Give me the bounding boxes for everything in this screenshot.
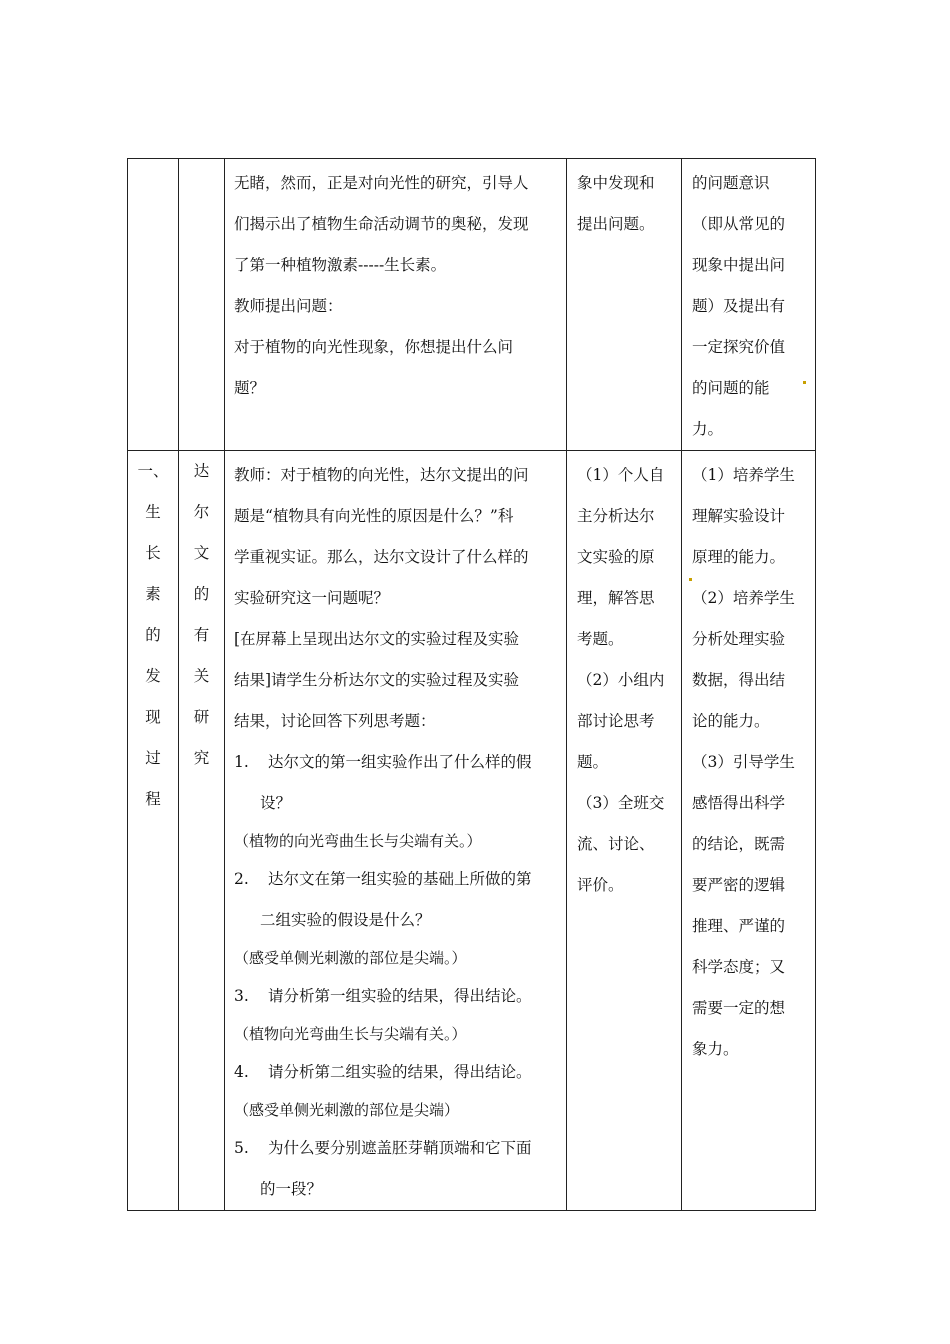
- intro-line: 结果，讨论回答下列思考题：: [234, 712, 436, 730]
- subsection-cell: [179, 159, 225, 451]
- table-row: [128, 159, 816, 451]
- intro-line: [在屏幕上呈现出达尔文的实验过程及实验: [234, 630, 520, 648]
- student-line: 评价。: [577, 876, 624, 894]
- student-line: 部讨论思考: [577, 712, 655, 730]
- student-activity-cell: [567, 159, 682, 451]
- subsection-char: 的: [193, 585, 210, 603]
- student-line: 考题。: [577, 630, 624, 648]
- intent-line: 理解实验设计: [692, 507, 786, 525]
- question-text: 请分析第一组实验的结果，得出结论。: [268, 987, 532, 1005]
- content-line: 教师提出问题：: [234, 297, 343, 315]
- student-activity-cell: [567, 451, 682, 1211]
- question-number: 1.: [234, 753, 249, 771]
- intent-line: （2）培养学生: [692, 589, 795, 607]
- design-intent-cell: [682, 159, 816, 451]
- section-char: 长: [145, 544, 161, 562]
- subsection-char: 尔: [193, 503, 210, 521]
- section-char: 程: [145, 790, 161, 808]
- section-char: 过: [145, 749, 161, 767]
- student-line: 文实验的原: [577, 548, 655, 566]
- subsection-char: 有: [193, 626, 210, 644]
- section-char: 生: [145, 503, 161, 521]
- intro-line: 学重视实证。那么，达尔文设计了什么样的: [234, 548, 529, 566]
- lesson-plan-table: [127, 158, 816, 1211]
- highlight-mark: [689, 578, 692, 581]
- section-char: 一、: [137, 462, 169, 480]
- question-item: [234, 976, 559, 1017]
- subsection-char: 关: [193, 667, 210, 685]
- student-line: 主分析达尔: [577, 507, 655, 525]
- content-line: 题？: [234, 379, 266, 397]
- student-line: （3）全班交: [577, 794, 665, 812]
- intent-line: 数据，得出结: [692, 671, 786, 689]
- question-item: [234, 859, 559, 900]
- intent-line: 分析处理实验: [692, 630, 786, 648]
- intent-line: 题）及提出有: [692, 297, 786, 315]
- question-number: 4.: [234, 1063, 249, 1081]
- section-char: 发: [145, 667, 161, 685]
- answer-line: （植物向光弯曲生长与尖端有关。）: [234, 1025, 467, 1043]
- student-line: （2）小组内: [577, 671, 665, 689]
- question-continuation: 的一段？: [260, 1180, 323, 1198]
- question-item: [234, 1052, 559, 1093]
- intent-line: 原理的能力。: [692, 548, 786, 566]
- student-line: 理，解答思: [577, 589, 655, 607]
- subsection-char: 研: [193, 708, 210, 726]
- question-text: 达尔文在第一组实验的基础上所做的第: [268, 870, 532, 888]
- question-continuation: 二组实验的假设是什么？: [260, 911, 431, 929]
- intent-line: （1）培养学生: [692, 466, 795, 484]
- intent-line: 的问题意识: [692, 174, 770, 192]
- answer-line: （植物的向光弯曲生长与尖端有关。）: [234, 832, 482, 850]
- intent-line: 一定探究价值: [692, 338, 786, 356]
- intent-line: （即从常见的: [692, 215, 786, 233]
- question-item: [234, 742, 559, 783]
- intro-line: 实验研究这一问题呢？: [234, 589, 390, 607]
- question-text: 请分析第二组实验的结果，得出结论。: [268, 1063, 532, 1081]
- intent-line: 现象中提出问: [692, 256, 786, 274]
- content-line: 无睹，然而，正是对向光性的研究，引导人: [234, 174, 529, 192]
- question-number: 5.: [234, 1139, 249, 1157]
- intent-line: 推理、严谨的: [692, 917, 786, 935]
- intent-line: 要严密的逻辑: [692, 876, 786, 894]
- question-item: [234, 1128, 559, 1169]
- intent-line: （3）引导学生: [692, 753, 795, 771]
- section-char: 素: [145, 585, 161, 603]
- content-line: 了第一种植物激素-----生长素。: [234, 256, 447, 274]
- intro-line: 教师：对于植物的向光性，达尔文提出的问: [234, 466, 529, 484]
- student-line: 提出问题。: [577, 215, 655, 233]
- intent-line: 感悟得出科学: [692, 794, 786, 812]
- design-intent-cell: [682, 451, 816, 1211]
- table-row: [128, 451, 816, 1211]
- subsection-char: 究: [193, 749, 210, 767]
- subsection-char: 达: [193, 462, 210, 480]
- teaching-content-cell: [225, 159, 567, 451]
- intro-line: 结果]请学生分析达尔文的实验过程及实验: [234, 671, 520, 689]
- student-line: 题。: [577, 753, 609, 771]
- question-number: 3.: [234, 987, 249, 1005]
- question-text: 达尔文的第一组实验作出了什么样的假: [268, 753, 532, 771]
- teaching-content-cell: [225, 451, 567, 1211]
- intent-line: 力。: [692, 420, 724, 438]
- question-number: 2.: [234, 870, 249, 888]
- content-line: 对于植物的向光性现象，你想提出什么问: [234, 338, 514, 356]
- intent-line: 的问题的能: [692, 379, 770, 397]
- answer-line: （感受单侧光刺激的部位是尖端）: [234, 1101, 460, 1119]
- content-line: 们揭示出了植物生命活动调节的奥秘，发现: [234, 215, 529, 233]
- intent-line: 论的能力。: [692, 712, 770, 730]
- answer-line: （感受单侧光刺激的部位是尖端。）: [234, 949, 467, 967]
- intro-line: 题是“植物具有向光性的原因是什么？”科: [234, 507, 514, 525]
- intent-line: 需要一定的想: [692, 999, 786, 1017]
- subsection-title-cell: [179, 451, 225, 1211]
- student-line: 象中发现和: [577, 174, 655, 192]
- intent-line: 科学态度；又: [692, 958, 786, 976]
- section-cell: [128, 159, 179, 451]
- highlight-mark: [803, 381, 806, 384]
- section-title-cell: [128, 451, 179, 1211]
- section-char: 的: [145, 626, 161, 644]
- intent-line: 象力。: [692, 1040, 739, 1058]
- subsection-char: 文: [193, 544, 210, 562]
- section-char: 现: [145, 708, 161, 726]
- question-continuation: 设？: [260, 794, 292, 812]
- question-text: 为什么要分别遮盖胚芽鞘顶端和它下面: [268, 1139, 532, 1157]
- intent-line: 的结论，既需: [692, 835, 786, 853]
- student-line: 流、讨论、: [577, 835, 655, 853]
- student-line: （1）个人自: [577, 466, 665, 484]
